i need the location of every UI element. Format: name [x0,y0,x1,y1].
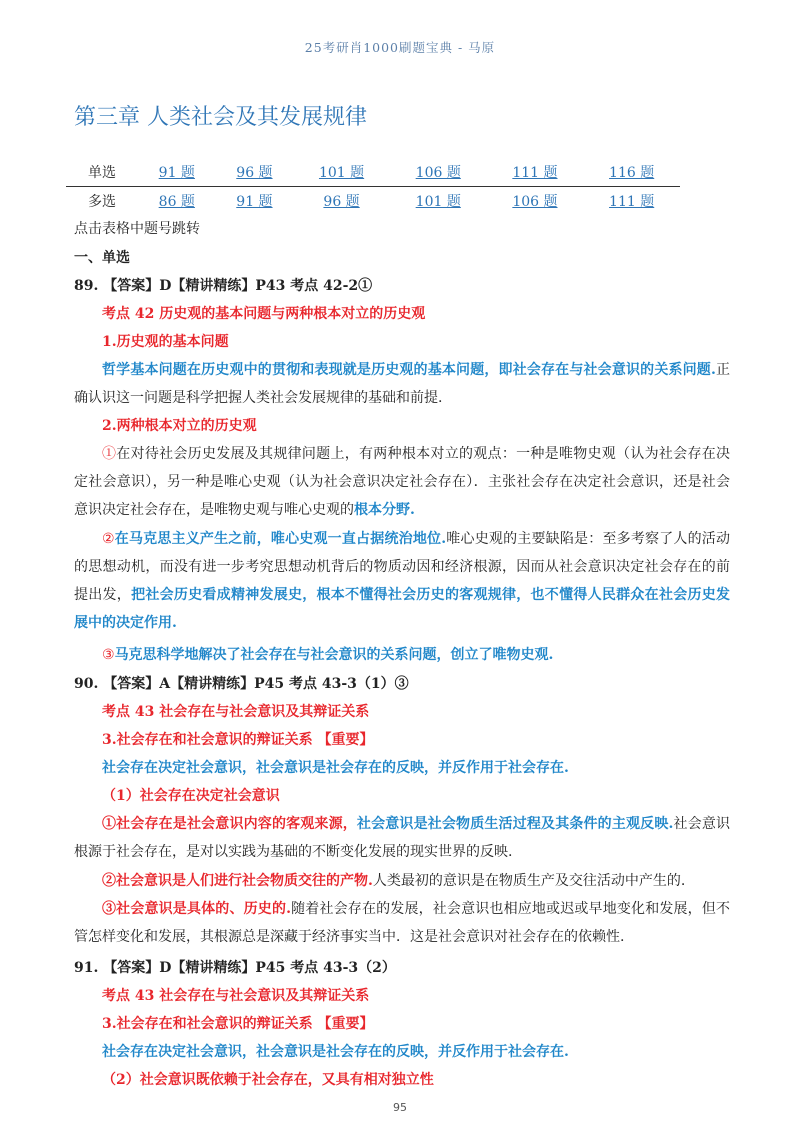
circle-2-marker: ② [102,531,115,547]
jump-link[interactable]: 106 题 [415,165,461,181]
q90-para-b [74,867,730,895]
circle-3-marker: ③ [102,647,115,663]
jump-link[interactable]: 101 题 [415,194,461,210]
q91-kaodian: 考点 43 社会存在与社会意识及其辩证关系 [102,988,370,1004]
q89-para3-text: 唯心史观的主要缺陷是：至多考察了人的活动的思想动机，而没有进一步考究思想动机背后的物质动因和经济根源，因而从社会意识决定社会存在的前提出发， [74,531,731,603]
jump-link[interactable]: 111 题 [609,194,655,210]
row-label: 多选 [88,194,116,210]
q89-para4 [74,641,730,669]
q89-para1-rest: 正确认识这一问题是科学把握人类社会发展规律的基础和前提. [74,362,731,406]
jump-link[interactable]: 111 题 [512,165,558,181]
section-heading: 一、单选 [74,250,130,266]
chapter-title: 第三章 人类社会及其发展规律 [74,105,367,130]
q90-para-a-red: ①社会存在是社会意识内容的客观来源， [102,816,357,832]
row-label: 单选 [66,158,138,187]
jump-row-single [66,158,680,187]
jump-link[interactable]: 96 题 [323,194,360,210]
jump-link[interactable]: 101 题 [318,165,365,181]
q90-para-b-text: 人类最初的意识是在物质生产及交往活动中产生的. [372,873,686,889]
q89-para1-blue: 哲学基本问题在历史观中的贯彻和表现就是历史观的基本问题，即社会存在与社会意识的关系问题. [102,362,716,378]
q90-blue-summary: 社会存在决定社会意识，社会意识是社会存在的反映，并反作用于社会存在. [102,760,569,776]
q89-para3-blue1: 在马克思主义产生之前，唯心史观一直占据统治地位. [114,531,447,547]
q89-para3 [74,525,730,637]
q89-para4-blue: 马克思科学地解决了社会存在与社会意识的关系问题，创立了唯物史观. [114,647,554,663]
q91-sub3: 3.社会存在和社会意识的辩证关系 【重要】 [102,1016,374,1032]
q90-para-a-blue: 社会意识是社会物质生活过程及其条件的主观反映. [356,816,674,832]
q89-para2 [74,440,730,524]
jump-table [66,158,680,215]
q91-blue-summary: 社会存在决定社会意识，社会意识是社会存在的反映，并反作用于社会存在. [102,1044,569,1060]
q90-para-c-red: ③社会意识是具体的、历史的. [102,901,291,917]
q90-para-a-text: 社会意识根源于社会存在，是对以实践为基础的不断变化发展的现实世界的反映. [74,816,731,860]
running-header: 25考研肖1000刷题宝典 - 马原 [304,40,496,55]
q90-answer-line: 90. 【答案】A【精讲精练】P45 考点 43-3（1）③ [74,676,409,692]
q91-sub-heading: （2）社会意识既依赖于社会存在，又具有相对独立性 [102,1072,434,1088]
jump-link[interactable]: 86 题 [158,194,195,210]
q89-answer-line: 89. 【答案】D【精讲精练】P43 考点 42-2① [74,278,373,294]
page-number: 95 [393,1101,407,1114]
q89-sub2: 2.两种根本对立的历史观 [102,418,257,434]
jump-link[interactable]: 116 题 [609,165,655,181]
q90-kaodian: 考点 43 社会存在与社会意识及其辩证关系 [102,704,370,720]
jump-link[interactable]: 96 题 [236,165,273,181]
circle-1-marker: ① [102,446,117,462]
q90-para-c [74,895,730,951]
jump-hint: 点击表格中题号跳转 [74,221,200,237]
jump-row-multi [66,187,680,216]
jump-link[interactable]: 91 题 [158,165,195,181]
jump-link[interactable]: 91 题 [236,194,273,210]
q89-para3-blue2: 把社会历史看成精神发展史，根本不懂得社会历史的客观规律，也不懂得人民群众在社会历史发展中的决定作用. [74,587,731,631]
q90-sub-heading: （1）社会存在决定社会意识 [102,788,280,804]
q90-para-b-red: ②社会意识是人们进行社会物质交往的产物. [102,873,373,889]
q89-kaodian: 考点 42 历史观的基本问题与两种根本对立的历史观 [102,306,426,322]
q90-para-c-text: 随着社会存在的发展，社会意识也相应地或迟或早地变化和发展，但不管怎样变化和发展，其根源总是深藏于经济事实当中．这是社会意识对社会存在的依赖性. [74,901,731,945]
q89-para1 [74,356,730,412]
q89-sub1: 1.历史观的基本问题 [102,334,229,350]
q90-para-a [74,810,730,866]
q90-sub3: 3.社会存在和社会意识的辩证关系 【重要】 [102,732,374,748]
q89-para2-blue: 根本分野. [354,502,415,518]
q89-para2-text: 在对待社会历史发展及其规律问题上，有两种根本对立的观点：一种是唯物史观（认为社会存在决定社会意识），另一种是唯心史观（认为社会意识决定社会存在）．主张社会存在决定社会意识，还是社会意识决定社会存在，是唯物史观与唯心史观的 [74,446,730,518]
jump-link[interactable]: 106 题 [512,194,558,210]
q91-answer-line: 91. 【答案】D【精讲精练】P45 考点 43-3（2） [74,960,396,976]
